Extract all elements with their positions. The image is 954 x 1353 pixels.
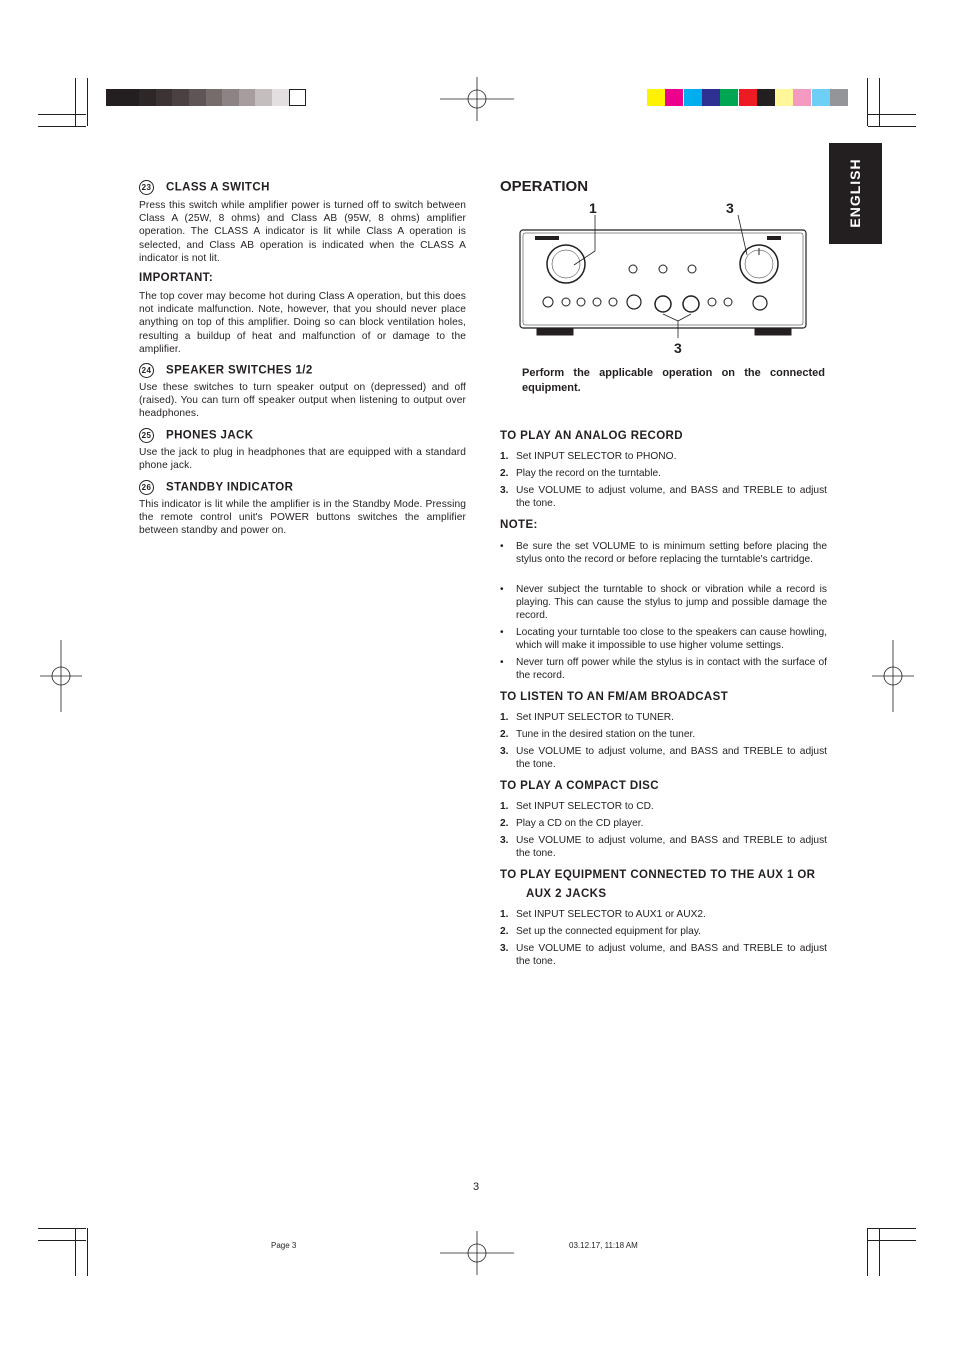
heading-aux: TO PLAY EQUIPMENT CONNECTED TO THE AUX 1 OR (500, 869, 816, 881)
page-number: 3 (473, 1181, 480, 1193)
color-swatch (830, 89, 848, 106)
item-number: 26 (139, 480, 154, 495)
section-heading-important: IMPORTANT: (139, 272, 214, 284)
section-heading-speaker-switches: 24 SPEAKER SWITCHES 1/2 (139, 363, 313, 378)
section-body: Use the jack to plug in headphones that are equipped with a standard phone jack. (139, 447, 466, 472)
gray-swatch (156, 89, 173, 106)
callout-3-lower: 3 (674, 340, 682, 356)
gray-swatch (239, 89, 256, 106)
section-body: Press this switch while amplifier power is turned off to switch between Class A (25W, 8 ohms) and Class AB (95W, 8 ohms) amplifier operation. The CLASS A indicator is lit while Class A operation is selected, and Class AB operation is indicated when the CLASS A indicator is not lit. (139, 200, 466, 264)
section-heading-class-a: 23 CLASS A SWITCH (139, 180, 270, 195)
color-swatch (665, 89, 683, 106)
color-swatch (684, 89, 702, 106)
gray-swatch (222, 89, 239, 106)
color-swatch (793, 89, 811, 106)
heading-analog-record: TO PLAY AN ANALOG RECORD (500, 430, 683, 442)
color-swatch (647, 89, 665, 106)
color-swatch (739, 89, 757, 106)
gray-swatch (123, 89, 140, 106)
gray-swatch (255, 89, 272, 106)
gray-swatch (272, 89, 289, 106)
heading-compact-disc: TO PLAY A COMPACT DISC (500, 780, 659, 792)
amplifier-front-panel-illustration (515, 198, 815, 358)
section-body: The top cover may become hot during Class A operation, but this does not indicate malfunction. Note, however, that you should never place anything on top of this amplifier. Doing so can block ventilation holes, resulting a buildup of heat and malfunction of or damage to the amplifier. (139, 291, 466, 355)
section-heading-phones-jack: 25 PHONES JACK (139, 428, 253, 443)
item-number: 23 (139, 180, 154, 195)
callout-3: 3 (726, 200, 734, 216)
language-tab (829, 143, 882, 244)
item-number: 25 (139, 428, 154, 443)
intro-text: Perform the applicable operation on the connected equipment. (522, 367, 825, 394)
gray-swatch (172, 89, 189, 106)
heading-aux-line2: AUX 2 JACKS (526, 888, 607, 900)
gray-swatch (139, 89, 156, 106)
section-body: This indicator is lit while the amplifier is in the Standby Mode. Pressing the remote control unit's POWER buttons switches the amplifier between standby and power on. (139, 499, 466, 537)
gray-swatch (206, 89, 223, 106)
heading-fm-am: TO LISTEN TO AN FM/AM BROADCAST (500, 691, 729, 703)
gray-swatch (106, 89, 123, 106)
heading-note: NOTE: (500, 519, 538, 531)
footer-timestamp: 03.12.17, 11:18 AM (569, 1241, 638, 1250)
callout-1: 1 (589, 200, 597, 216)
section-heading-standby-indicator: 26 STANDBY INDICATOR (139, 480, 293, 495)
section-body: Use these switches to turn speaker output on (depressed) and off (raised). You can turn off speaker output when listening to output over headphones. (139, 382, 466, 420)
page-title: OPERATION (500, 178, 589, 195)
gray-swatch (289, 89, 306, 106)
color-swatch (812, 89, 830, 106)
item-number: 24 (139, 363, 154, 378)
gray-swatch (189, 89, 206, 106)
color-swatch (720, 89, 738, 106)
color-swatch (702, 89, 720, 106)
color-swatch (775, 89, 793, 106)
footer-page: Page 3 (271, 1241, 297, 1250)
color-swatch (757, 89, 775, 106)
language-tab-label: ENGLISH (847, 158, 863, 228)
